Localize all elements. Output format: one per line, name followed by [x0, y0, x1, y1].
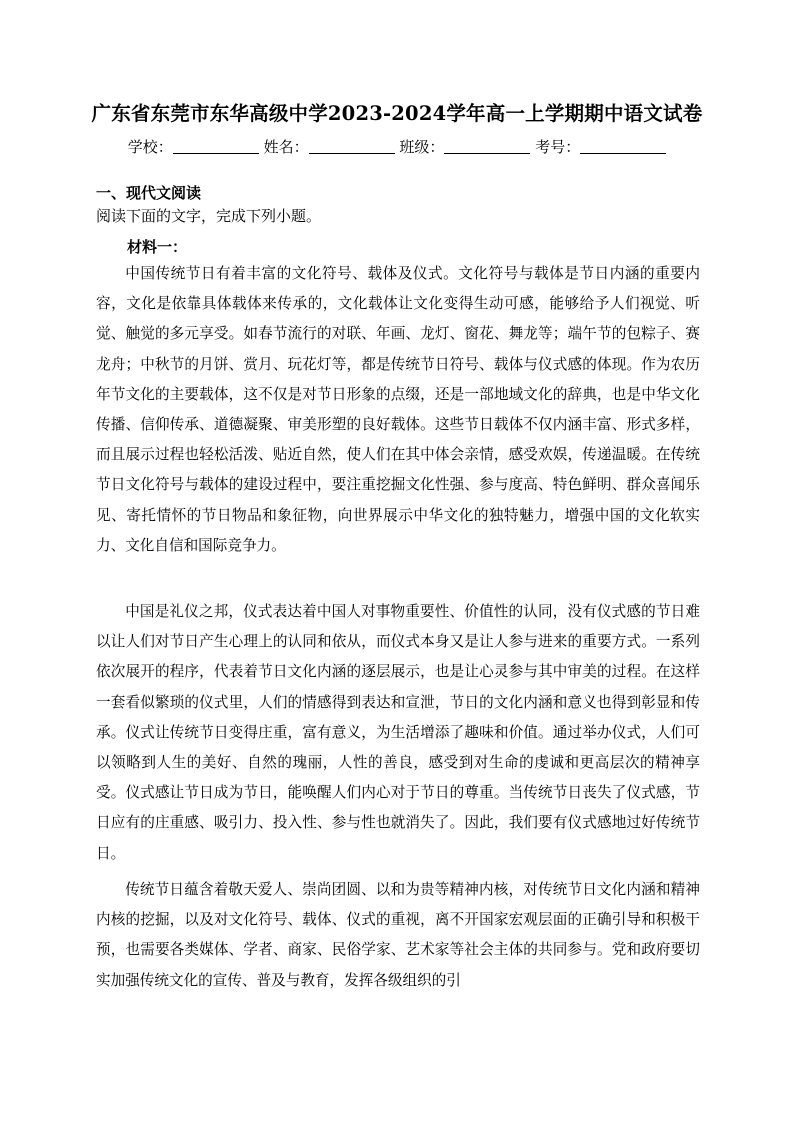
student-info-line — [0, 136, 794, 157]
material-label: 材料一： — [127, 238, 188, 256]
name-label: 姓名： — [263, 138, 309, 156]
reading-instruction: 阅读下面的文字，完成下列小题。 — [96, 207, 322, 225]
class-label: 班级： — [399, 138, 445, 156]
class-blank — [444, 139, 530, 154]
section-heading: 一、现代文阅读 — [96, 184, 202, 202]
name-blank — [309, 139, 395, 154]
page-title: 广东省东莞市东华高级中学2023-2024学年高一上学期期中语文试卷 — [91, 102, 703, 125]
paragraph: 中国是礼仪之邦，仪式表达着中国人对事物重要性、价值性的认同，没有仪式感的节日难以让人们对节日产生心理上的认同和依从，而仪式本身又是让人参与进来的重要方式。一系列依次展开的程序，代表着节日文化内涵的逐层展示，也是让心灵参与其中审美的过程。在这样一套看似繁琐的仪式里，人们的情感得到表达和宣泄，节日的文化内涵和意义也得到彰显和传承。仪式让传统节日变得庄重，富有意义，为生活增添了趣味和价值。通过举办仪式，人们可以领略到人生的美好、自然的瑰丽，人性的善良，感受到对生命的虔诚和更高层次的精神享受。仪式感让节日成为节日，能唤醒人们内心对于节日的尊重。当传统节日丧失了仪式感，节日应有的庄重感、吸引力、投入性、参与性也就消失了。因此，我们要有仪式感地过好传统节日。 — [96, 603, 700, 862]
exam-no-blank — [580, 139, 666, 154]
paragraph: 中国传统节日有着丰富的文化符号、载体及仪式。文化符号与载体是节日内涵的重要内容，文化是依靠具体载体来传承的，文化载体让文化变得生动可感，能够给予人们视觉、听觉、触觉的多元享受。如春节流行的对联、年画、龙灯、窗花、舞龙等；端午节的包粽子、赛龙舟；中秋节的月饼、赏月、玩花灯等，都是传统节日符号、载体与仪式感的体现。作为农历年节文化的主要载体，这不仅是对节日形象的点缀，还是一部地域文化的辞典，也是中华文化传播、信仰传承、道德凝聚、审美形塑的良好载体。这些节日载体不仅内涵丰富、形式多样，而且展示过程也轻松活泼、贴近自然，使人们在其中体会亲情，感受欢娱，传递温暖。在传统节日文化符号与载体的建设过程中，要注重挖掘文化性强、参与度高、特色鲜明、群众喜闻乐见、寄托情怀的节日物品和象征物，向世界展示中华文化的独特魅力，增强中国的文化软实力、文化自信和国际竞争力。 — [96, 265, 700, 554]
exam-no-label: 考号： — [535, 138, 581, 156]
school-label: 学校： — [127, 138, 173, 156]
paragraph: 传统节日蕴含着敬天爱人、崇尚团圆、以和为贵等精神内核，对传统节日文化内涵和精神内核的挖掘，以及对文化符号、载体、仪式的重视，离不开国家宏观层面的正确引导和积极干预，也需要各类媒体、学者、商家、民俗学家、艺术家等社会主体的共同参与。党和政府要切实加强传统文化的宣传、普及与教育，发挥各级组织的引 — [96, 881, 700, 989]
school-blank — [173, 139, 259, 154]
